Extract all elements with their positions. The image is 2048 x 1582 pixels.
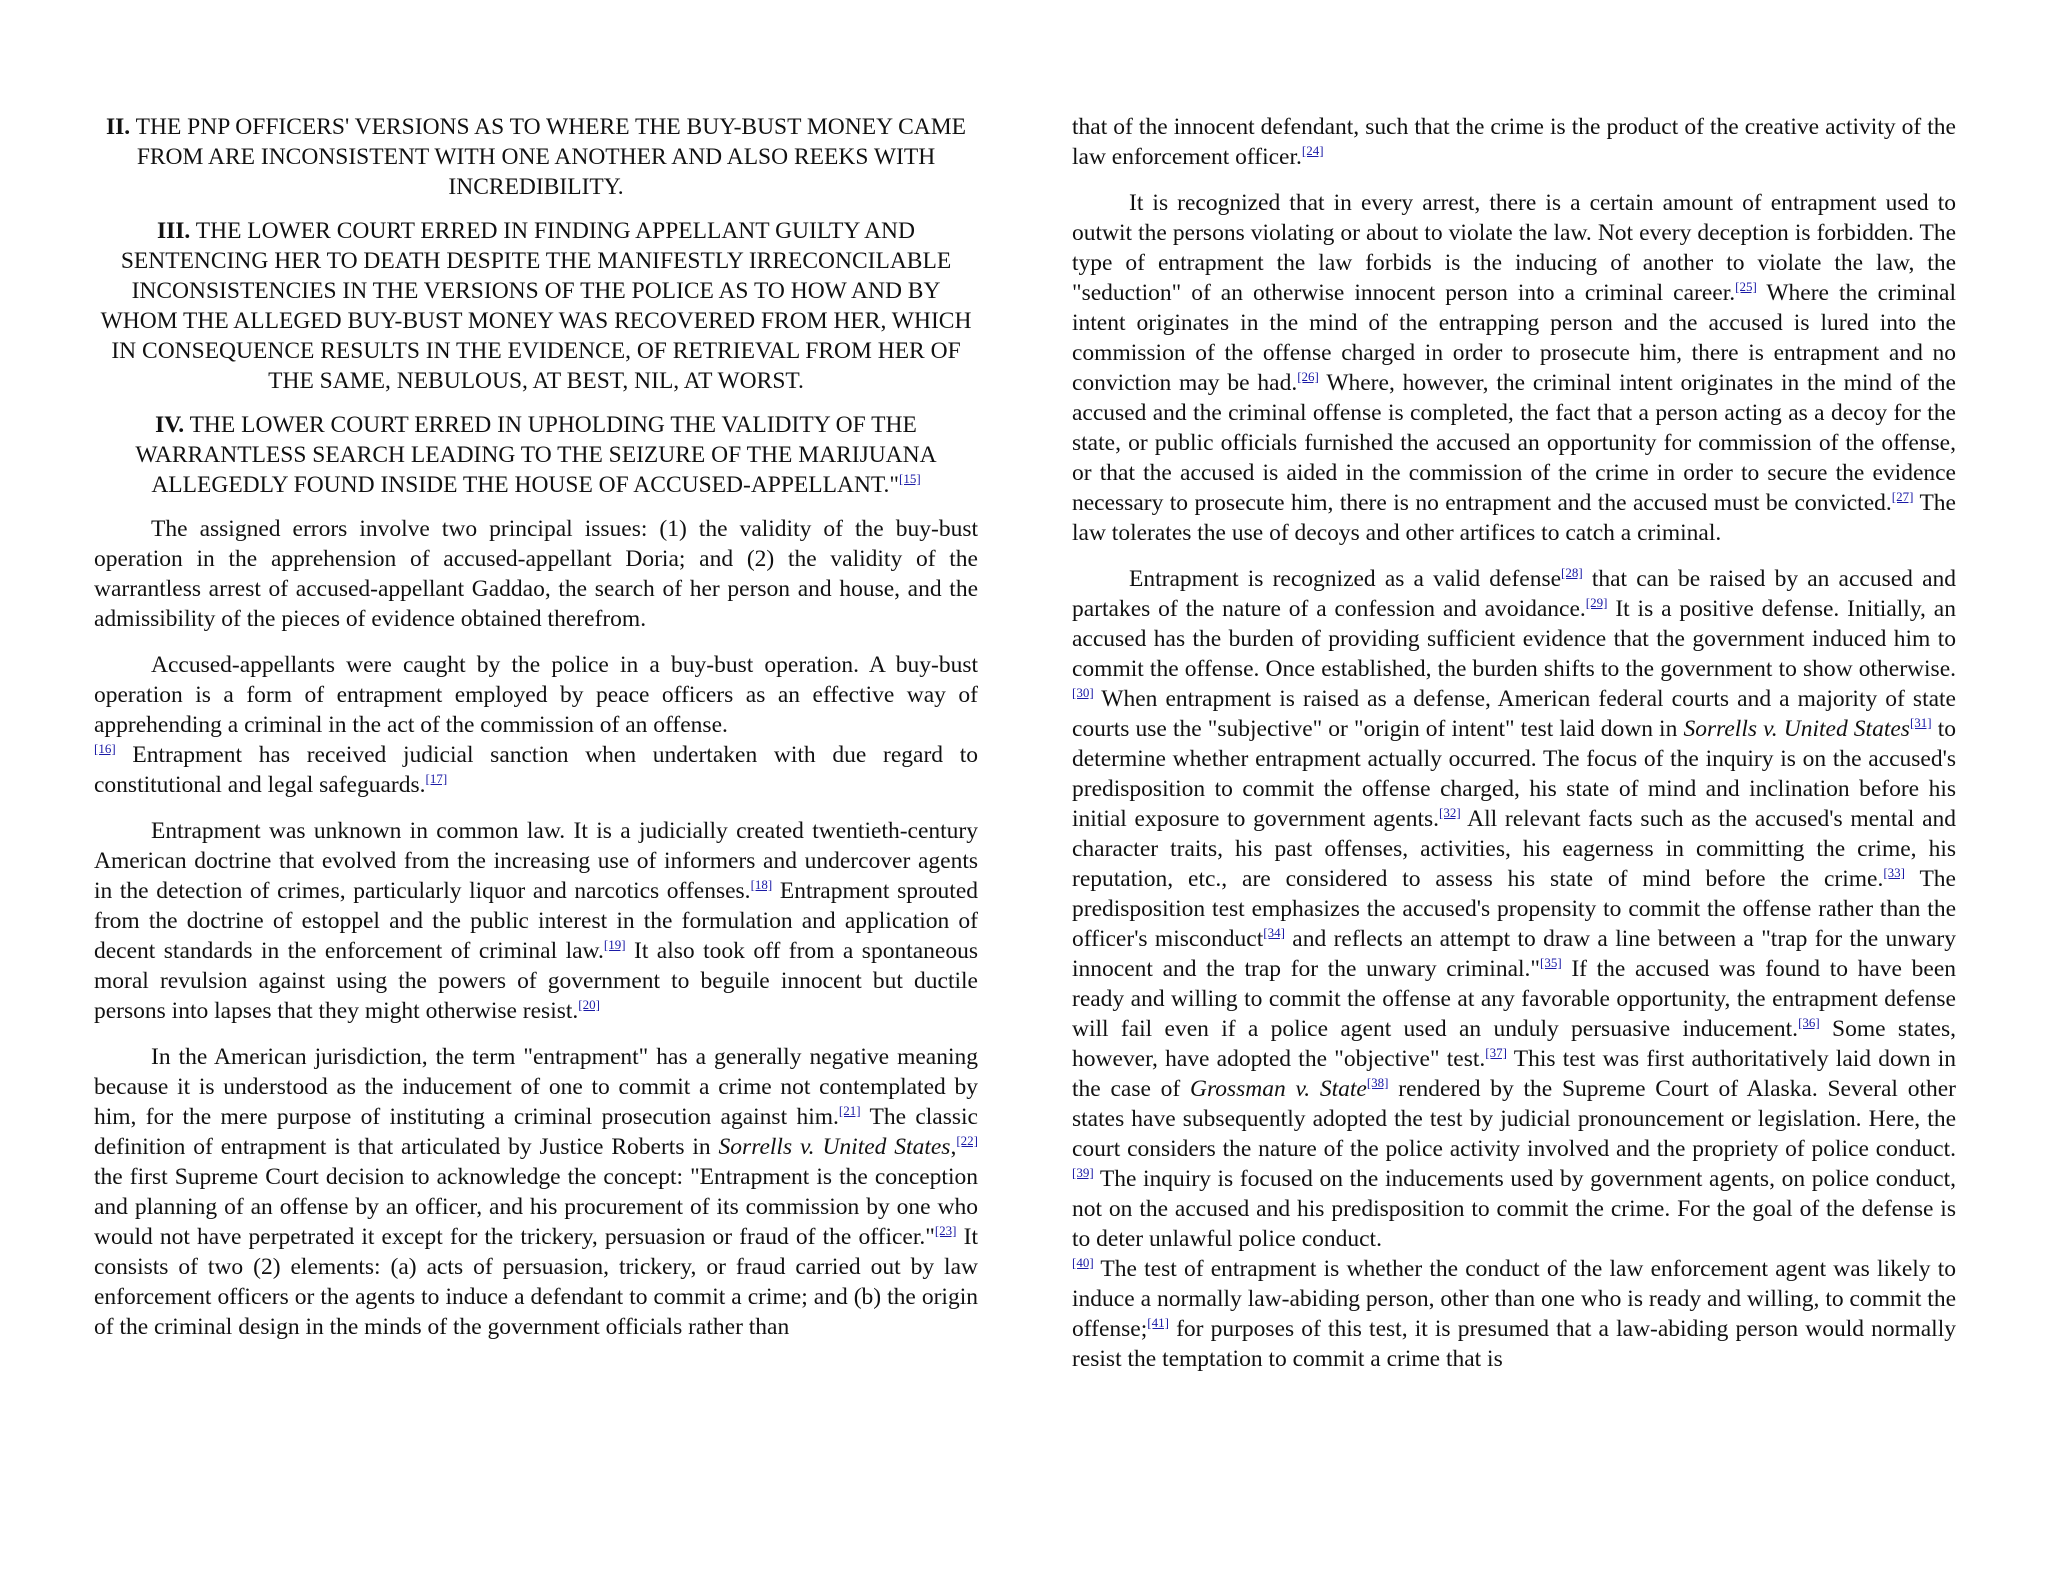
footnote-link-23[interactable]: [23]: [934, 1223, 957, 1238]
footnote-link-32[interactable]: [32]: [1439, 805, 1461, 820]
paragraph-text: Entrapment was unknown in common law. It is a judicially created twentieth-century American doctrine that evolved from the increasing use of informers and undercover agents in the detection of crimes, particularly liquor and narcotics offenses.: [94, 818, 978, 904]
footnote-link-26[interactable]: [26]: [1297, 369, 1319, 384]
footnote-ref-24: [1302, 143, 1324, 158]
footnote-ref-27: [1892, 489, 1914, 504]
paragraph-text: Accused-appellants were caught by the police in a buy-bust operation. A buy-bust operation is a form of entrapment employed by peace officers as an effective way of apprehending a criminal in the act of the commission of an offense.: [94, 652, 978, 738]
paragraph-text: The assigned errors involve two principal issues: (1) the validity of the buy-bust operation in the apprehension of accused-appellant Doria; and (2) the validity of the warrantless arrest of accused-appellant Gaddao, the search of her person and house, and the admissibility of the pieces of evidence obtained therefrom.: [94, 516, 978, 632]
footnote-link-15[interactable]: [15]: [899, 471, 921, 486]
paragraph-text: The test of entrapment is whether the conduct of the law enforcement agent was likely to induce a normally law-abiding person, other than one who is ready and willing, to commit the offense;: [1072, 1256, 1956, 1342]
footnote-ref-37: [1485, 1045, 1507, 1060]
paragraph-text: Some states, however, have adopted the "objective" test.: [1072, 1016, 1956, 1072]
error-text: THE PNP OFFICERS' VERSIONS AS TO WHERE THE BUY-BUST MONEY CAME FROM ARE INCONSISTENT WITH ONE ANOTHER AND ALSO REEKS WITH INCREDIBILITY.: [135, 114, 966, 200]
footnote-ref-29: [1586, 595, 1608, 610]
paragraph-text: rendered by the Supreme Court of Alaska. Several other states have subsequently adopted the test by judicial pronouncement or legislation. Here, the court considers the nature of the police activity involved and the propriety of police conduct.: [1072, 1076, 1956, 1162]
paragraph-continued: [1072, 112, 1956, 172]
footnote-ref-32: [1439, 805, 1461, 820]
error-number: IV.: [155, 412, 185, 438]
footnote-link-16[interactable]: [16]: [94, 741, 116, 756]
case-citation: Sorrells v. United States: [718, 1134, 951, 1160]
footnote-ref-26: [1297, 369, 1319, 384]
case-citation: Grossman v. State: [1190, 1076, 1367, 1102]
footnote-ref-22: [956, 1133, 978, 1148]
paragraph-text: The inquiry is focused on the inducements used by government agents, on police conduct, not on the accused and his predisposition to commit the crime. For the goal of the defense is to deter unlawful police conduct.: [1072, 1166, 1956, 1252]
footnote-link-27[interactable]: [27]: [1891, 489, 1914, 504]
footnote-link-40[interactable]: [40]: [1072, 1255, 1094, 1270]
footnote-link-29[interactable]: [29]: [1585, 595, 1608, 610]
footnote-link-37[interactable]: [37]: [1485, 1045, 1507, 1060]
paragraph-text: The predisposition test emphasizes the accused's propensity to commit the offense rather than the officer's misconduct: [1072, 866, 1956, 952]
footnote-link-21[interactable]: [21]: [838, 1103, 861, 1118]
footnote-ref-25: [1735, 279, 1757, 294]
footnote-link-22[interactable]: [22]: [956, 1133, 978, 1148]
paragraph-text: In the American jurisdiction, the term "entrapment" has a generally negative meaning because it is understood as the inducement of one to commit a crime not contemplated by him, for the mere purpose of instituting a criminal prosecution against him.: [94, 1044, 978, 1130]
left-column: [94, 112, 978, 1358]
paragraph-text: It is a positive defense. Initially, an accused has the burden of providing sufficient evidence that the government induced him to commit the offense. Once established, the burden shifts to the government to show otherwise.: [1072, 596, 1956, 682]
footnote-link-24[interactable]: [24]: [1301, 143, 1324, 158]
footnote-link-31[interactable]: [31]: [1909, 715, 1932, 730]
footnote-ref-31: [1910, 715, 1932, 730]
footnote-ref-36: [1798, 1015, 1820, 1030]
paragraph-text: It consists of two (2) elements: (a) acts of persuasion, trickery, or fraud carried out by law enforcement officers or the agents to induce a defendant to commit a crime; and (b) the origin of the criminal design in the minds of the government officials rather than: [94, 1224, 978, 1340]
footnote-ref-23: [935, 1223, 957, 1238]
assigned-error-iii: [94, 216, 978, 396]
paragraph-text: When entrapment is raised as a defense, American federal courts and a majority of state courts use the "subjective" or "origin of intent" test laid down in: [1072, 686, 1956, 742]
footnote-link-20[interactable]: [20]: [578, 997, 600, 1012]
footnote-ref-19: [604, 937, 626, 952]
paragraph-text: that of the innocent defendant, such that the crime is the product of the creative activity of the law enforcement officer.: [1072, 114, 1956, 170]
paragraph-text: All relevant facts such as the accused's mental and character traits, his past offenses, activities, his eagerness in committing the crime, his reputation, etc., are considered to assess his state of mind before the crime.: [1072, 806, 1956, 892]
paragraph-text: This test was first authoritatively laid down in the case of: [1072, 1046, 1957, 1102]
paragraph-text: If the accused was found to have been ready and willing to commit the offense at any favorable opportunity, the entrapment defense will fail even if a police agent used an unduly persuasive inducement.: [1072, 956, 1956, 1042]
footnote-ref-41: [1147, 1315, 1169, 1330]
paragraph-text: The classic definition of entrapment is that articulated by Justice Roberts in: [94, 1104, 978, 1160]
assigned-error-ii: [94, 112, 978, 202]
footnote-link-30[interactable]: [30]: [1072, 685, 1094, 700]
paragraph-buy-bust: [94, 650, 978, 800]
footnote-ref-18: [751, 877, 773, 892]
footnote-link-36[interactable]: [36]: [1798, 1015, 1820, 1030]
footnote-ref-35: [1540, 955, 1562, 970]
footnote-link-35[interactable]: [35]: [1540, 955, 1562, 970]
footnote-ref-38: [1367, 1075, 1389, 1090]
footnote-ref-20: [578, 997, 600, 1012]
footnote-link-25[interactable]: [25]: [1735, 279, 1757, 294]
paragraph-text: for purposes of this test, it is presumed that a law-abiding person would normally resist the temptation to commit a crime that is: [1072, 1316, 1956, 1372]
error-text: THE LOWER COURT ERRED IN FINDING APPELLANT GUILTY AND SENTENCING HER TO DEATH DESPITE THE MANIFESTLY IRRECONCILABLE INCONSISTENCIES IN THE VERSIONS OF THE POLICE AS TO HOW AND BY WHOM THE ALLEGED BUY-BUST MONEY WAS RECOVERED FROM HER, WHICH IN CONSEQUENCE RESULTS IN THE EVIDENCE, OF RETRIEVAL FROM HER OF THE SAME, NEBULOUS, AT BEST, NIL, AT WORST.: [100, 218, 972, 394]
paragraph-arrest-entrapment: [1072, 188, 1956, 548]
footnote-link-17[interactable]: [17]: [425, 771, 448, 786]
paragraph-entrapment-origin: [94, 816, 978, 1026]
error-number: III.: [156, 218, 191, 244]
footnote-ref-21: [839, 1103, 861, 1118]
footnote-link-38[interactable]: [38]: [1366, 1075, 1389, 1090]
paragraph-text: Entrapment sprouted from the doctrine of estoppel and the public interest in the formulation and application of decent standards in the enforcement of criminal law.: [94, 878, 978, 964]
paragraph-text: Where, however, the criminal intent originates in the mind of the accused and the criminal offense is completed, the fact that a person acting as a decoy for the state, or public officials furnished the accused an opportunity for commission of the offense, or that the accused is aided in the commission of the crime in order to secure the evidence necessary to prosecute him, there is no entrapment and the accused must be convicted.: [1072, 370, 1956, 516]
footnote-link-28[interactable]: [28]: [1561, 565, 1583, 580]
footnote-ref-33: [1883, 865, 1905, 880]
footnote-link-39[interactable]: [39]: [1072, 1165, 1094, 1180]
paragraph-american-jurisdiction: [94, 1042, 978, 1342]
paragraph-text: The law tolerates the use of decoys and other artifices to catch a criminal.: [1072, 490, 1956, 546]
footnote-ref-30: [1072, 685, 1094, 700]
footnote-link-41[interactable]: [41]: [1147, 1315, 1169, 1330]
case-citation: Sorrells v. United States: [1683, 716, 1910, 742]
footnote-link-34[interactable]: [34]: [1263, 925, 1285, 940]
assigned-error-iv: [94, 410, 978, 500]
footnote-link-18[interactable]: [18]: [750, 877, 773, 892]
right-column: [1072, 112, 1956, 1390]
paragraph-issues: [94, 514, 978, 634]
paragraph-text: ,: [950, 1134, 957, 1160]
paragraph-text: It also took off from a spontaneous moral revulsion against using the powers of government to beguile innocent but ductile persons into lapses that they might otherwise resist.: [94, 938, 978, 1024]
paragraph-text: the first Supreme Court decision to acknowledge the concept: "Entrapment is the conception and planning of an offense by an officer, and his procurement of its commission by one who would not have perpetrated it except for the trickery, persuasion or fraud of the officer.": [94, 1164, 978, 1250]
footnote-link-33[interactable]: [33]: [1883, 865, 1906, 880]
footnote-ref-16: [94, 741, 116, 756]
paragraph-text: Where the criminal intent originates in the mind of the entrapping person and the accused is lured into the commission of the offense charged in order to prosecute him, there is entrapment and no conviction may be had.: [1072, 280, 1956, 396]
paragraph-text: that can be raised by an accused and partakes of the nature of a confession and avoidance.: [1072, 566, 1957, 622]
error-text: THE LOWER COURT ERRED IN UPHOLDING THE VALIDITY OF THE WARRANTLESS SEARCH LEADING TO THE SEIZURE OF THE MARIJUANA ALLEGEDLY FOUND INSIDE THE HOUSE OF ACCUSED-APPELLANT.": [135, 412, 937, 498]
footnote-ref-17: [426, 771, 448, 786]
footnote-ref-34: [1263, 925, 1285, 940]
paragraph-text: Entrapment is recognized as a valid defense: [1129, 566, 1562, 592]
footnote-link-19[interactable]: [19]: [603, 937, 626, 952]
paragraph-text: and reflects an attempt to draw a line between a "trap for the unwary innocent and the trap for the unwary criminal.": [1072, 926, 1956, 982]
footnote-ref-28: [1561, 565, 1583, 580]
footnote-ref-15: [899, 471, 921, 486]
footnote-ref-40: [1072, 1255, 1094, 1270]
paragraph-text: It is recognized that in every arrest, there is a certain amount of entrapment used to outwit the persons violating or about to violate the law. Not every deception is forbidden. The type of entrapment the law forbids is the inducing of another to violate the law, the "seduction" of an otherwise innocent person into a criminal career.: [1072, 190, 1956, 306]
paragraph-valid-defense: [1072, 564, 1956, 1374]
error-number: II.: [106, 114, 131, 140]
paragraph-text: Entrapment has received judicial sanction when undertaken with due regard to constitutional and legal safeguards.: [94, 742, 978, 798]
paragraph-text: to determine whether entrapment actually occurred. The focus of the inquiry is on the accused's predisposition to commit the offense charged, his state of mind and inclination before his initial exposure to government agents.: [1072, 716, 1956, 832]
footnote-ref-39: [1072, 1165, 1094, 1180]
